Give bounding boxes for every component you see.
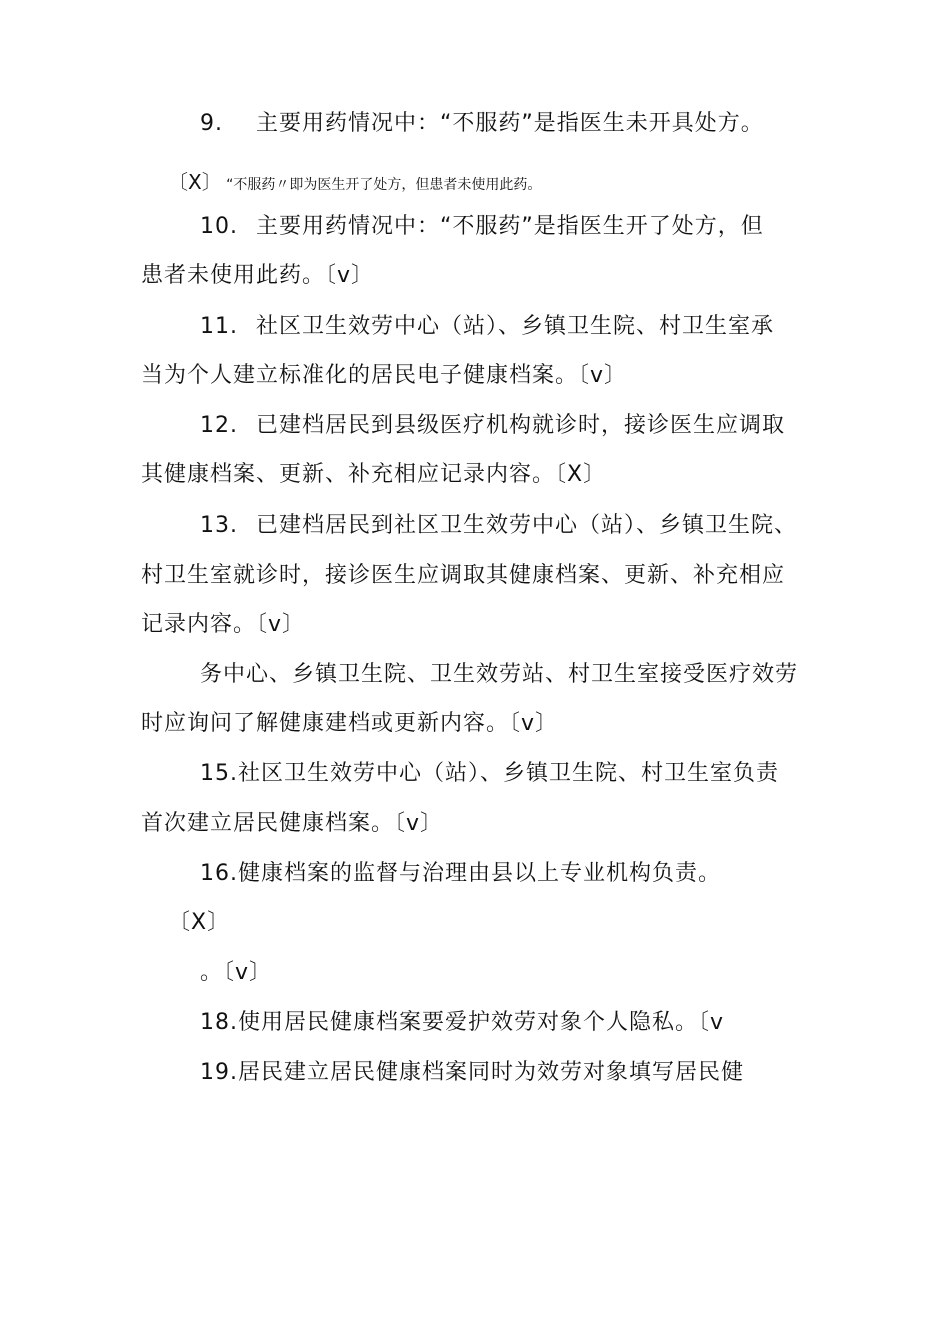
item-10 [200,212,764,242]
item-number: 9. [200,111,223,136]
item-13-continuation: 村卫生室就诊时，接诊医生应调取其健康档案、更新、补充相应 [141,563,786,588]
item-17-fragment: 。〔v〕 [200,960,273,985]
item-13 [200,511,797,541]
item-15-continuation: 首次建立居民健康档案。〔v〕 [141,811,444,836]
answer-note [168,172,541,195]
item-12-continuation: 其健康档案、更新、补充相应记录内容。〔X〕 [141,462,607,487]
item-10-continuation: 患者未使用此药。〔v〕 [141,263,375,288]
item-number: 10. [200,214,238,239]
item-11-continuation: 当为个人建立标准化的居民电子健康档案。〔v〕 [141,363,628,388]
item-text: 社区卫生效劳中心（站）、乡镇卫生院、村卫生室承 [256,314,775,339]
item-number: 13. [200,513,238,538]
item-18: 18.使用居民健康档案要爱护效劳对象个人隐私。〔v [200,1010,725,1035]
item-text: 主要用药情况中：“不服药”是指医生未开具处方。 [256,111,764,136]
item-text: 已建档居民到县级医疗机构就诊时，接诊医生应调取 [256,413,786,438]
item-15: 15.社区卫生效劳中心（站）、乡镇卫生院、村卫生室负责 [200,761,779,786]
answer-mark: 〔X〕 [168,170,222,194]
item-16: 16.健康档案的监督与治理由县以上专业机构负责。 [200,861,721,886]
item-number: 12. [200,413,238,438]
item-14-fragment: 务中心、乡镇卫生院、卫生效劳站、村卫生室接受医疗效劳 [200,662,799,687]
item-12 [200,411,785,441]
item-16-answer: 〔X〕 [168,910,231,935]
item-9 [200,109,764,139]
item-13-continuation: 记录内容。〔v〕 [141,612,306,637]
answer-note-text: “不服药〃即为医生开了处方，但患者未使用此药。 [226,177,542,193]
item-19: 19.居民建立居民健康档案同时为效劳对象填写居民健 [200,1060,744,1085]
item-text: 主要用药情况中：“不服药”是指医生开了处方，但 [256,214,764,239]
item-11 [200,312,774,342]
item-number: 11. [200,314,238,339]
item-14-continuation: 时应询问了解健康建档或更新内容。〔v〕 [141,711,559,736]
item-text: 已建档居民到社区卫生效劳中心（站）、乡镇卫生院、 [256,513,798,538]
